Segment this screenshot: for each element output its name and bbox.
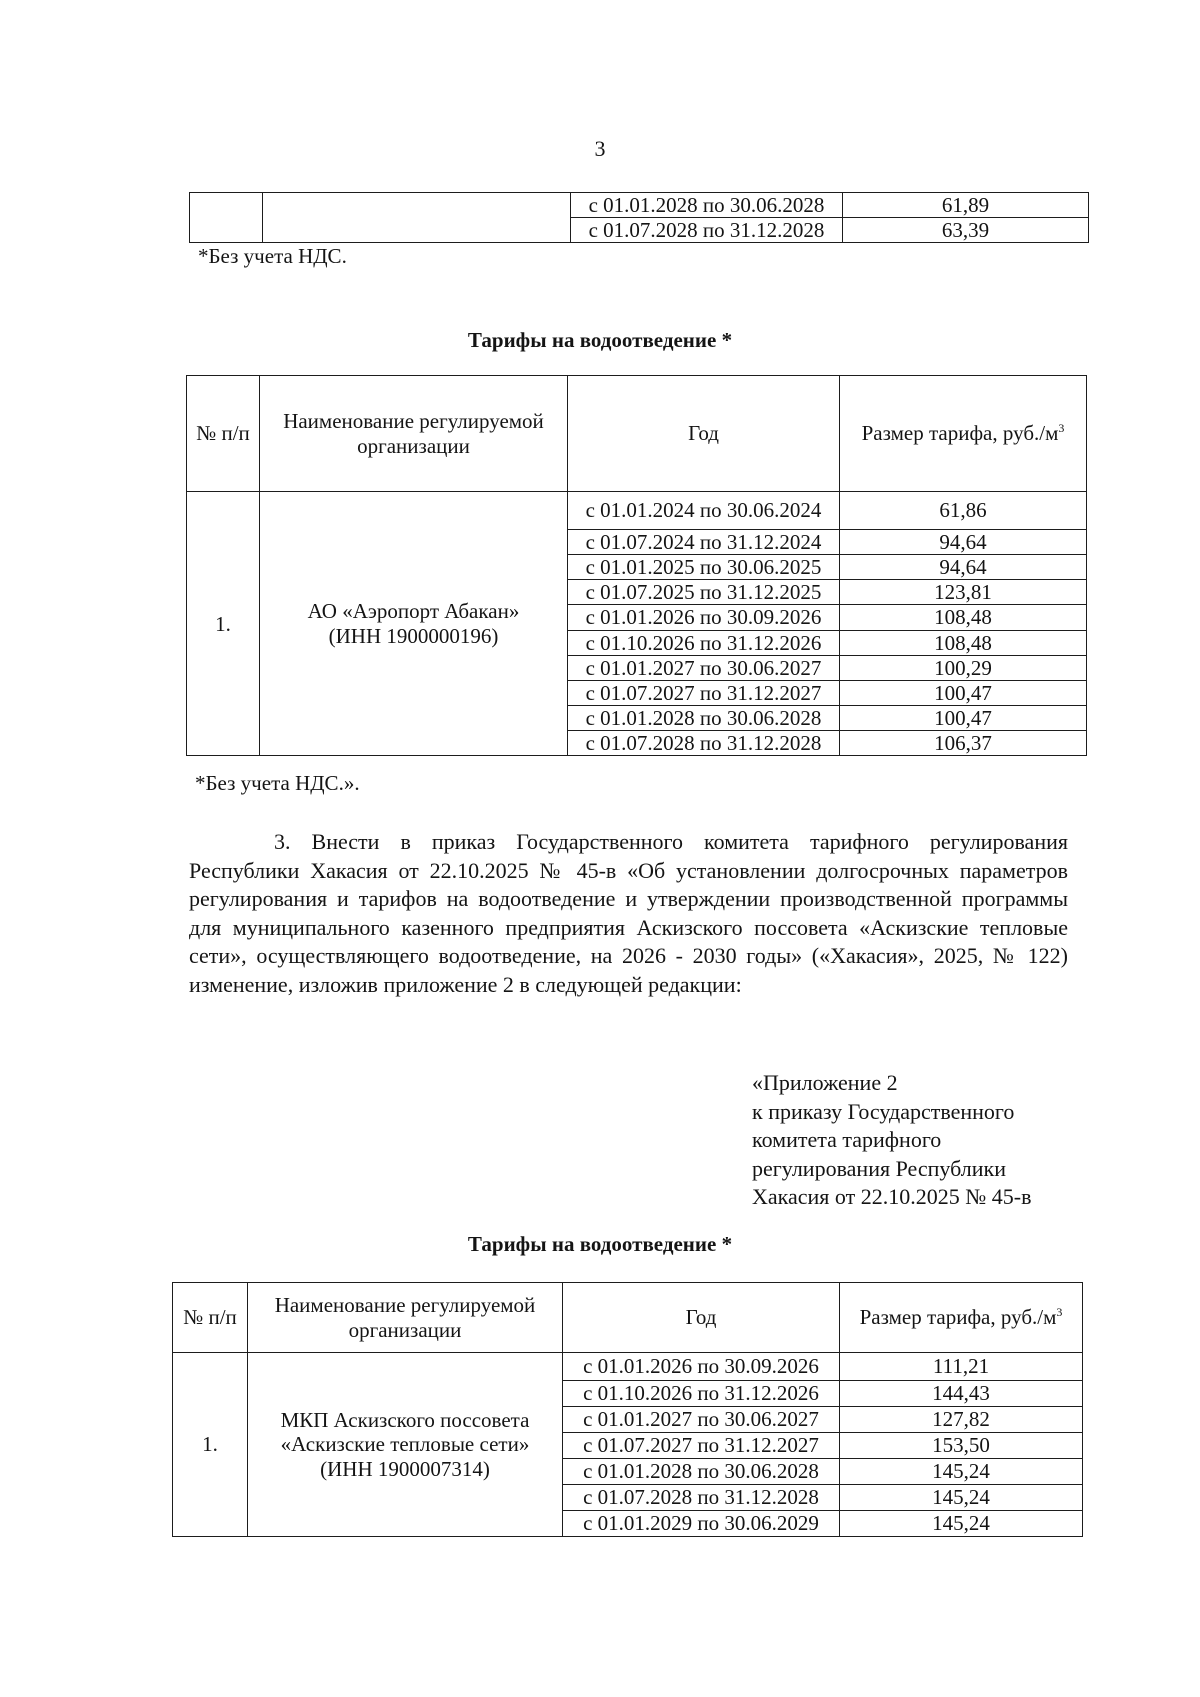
header-year: Год (563, 1283, 840, 1353)
tariff-value-cell: 145,24 (840, 1485, 1083, 1511)
tariff-value-cell: 145,24 (840, 1459, 1083, 1485)
appendix-line-5: Хакасия от 22.10.2025 № 45-в (752, 1184, 1032, 1209)
header-organization: Наименование регулируемой организации (260, 376, 568, 492)
header-tariff-exponent: 3 (1056, 1305, 1063, 1320)
table-row (190, 193, 1089, 218)
tariff-value-cell: 127,82 (840, 1407, 1083, 1433)
section-heading-2: Тарифы на водоотведение * (467, 1232, 733, 1256)
row-number: 1. (173, 1353, 248, 1537)
tariff-value-cell: 94,64 (840, 555, 1087, 580)
period-cell: с 01.07.2025 по 31.12.2025 (568, 580, 840, 605)
section-heading-1: Тарифы на водоотведение * (467, 328, 733, 352)
tariff-value-cell: 153,50 (840, 1433, 1083, 1459)
tariff-value-cell: 100,29 (840, 655, 1087, 680)
period-cell: с 01.01.2028 по 30.06.2028 (571, 193, 843, 218)
period-cell: с 01.01.2026 по 30.09.2026 (568, 605, 840, 630)
tariff-value-cell: 100,47 (840, 705, 1087, 730)
period-cell: с 01.01.2028 по 30.06.2028 (568, 705, 840, 730)
appendix-line-1: «Приложение 2 (752, 1070, 898, 1095)
tariff-value-cell: 100,47 (840, 680, 1087, 705)
period-cell: с 01.07.2028 по 31.12.2028 (568, 731, 840, 756)
table-row (173, 1353, 1083, 1381)
header-tariff-label: Размер тарифа, руб./м (861, 421, 1059, 446)
period-cell: с 01.01.2029 по 30.06.2029 (563, 1511, 840, 1537)
tariff-value-cell: 94,64 (840, 530, 1087, 555)
period-cell: с 01.01.2027 по 30.06.2027 (563, 1407, 840, 1433)
tariff-value-cell: 61,89 (843, 193, 1089, 218)
period-cell: с 01.07.2027 по 31.12.2027 (568, 680, 840, 705)
amendment-paragraph-3: 3. Внести в приказ Государственного комитета тарифного регулирования Республики Хакасия от 22.10.2025 № 45-в «Об установлении долгосрочных параметров регулирования и тарифов на водоотведение и утверждении производственной программы для муниципального казенного предприятия Аскизского поссовета «Аскизские тепловые сети», осуществляющего водоотведение, на 2026 - 2030 годы» («Хакасия», 2025, № 122) изменение, изложив приложение 2 в следующей редакции: (189, 829, 1068, 997)
period-cell: с 01.01.2025 по 30.06.2025 (568, 555, 840, 580)
period-cell: с 01.01.2027 по 30.06.2027 (568, 655, 840, 680)
organization-name (263, 193, 571, 243)
header-tariff (840, 376, 1087, 492)
period-cell: с 01.07.2028 по 31.12.2028 (571, 218, 843, 243)
table-row (187, 492, 1087, 530)
row-number: 1. (187, 492, 260, 756)
appendix-caption (752, 1069, 1092, 1212)
tariff-value-cell: 108,48 (840, 605, 1087, 630)
period-cell: с 01.10.2026 по 31.12.2026 (568, 630, 840, 655)
tariff-value-cell: 63,39 (843, 218, 1089, 243)
page-number: 3 (594, 136, 606, 161)
header-tariff (840, 1283, 1083, 1353)
header-number: № п/п (173, 1283, 248, 1353)
period-cell: с 01.07.2024 по 31.12.2024 (568, 530, 840, 555)
tariff-value-cell: 145,24 (840, 1511, 1083, 1537)
row-number (190, 193, 263, 243)
vat-note-2: *Без учета НДС.». (195, 771, 360, 795)
appendix-line-3: комитета тарифного (752, 1127, 942, 1152)
organization-name: МКП Аскизского поссовета «Аскизские тепловые сети» (ИНН 1900007314) (248, 1353, 563, 1537)
organization-name: АО «Аэропорт Абакан» (ИНН 1900000196) (260, 492, 568, 756)
tariff-value-cell: 123,81 (840, 580, 1087, 605)
appendix-line-4: регулирования Республики (752, 1155, 1006, 1181)
continued-tariff-table (189, 192, 1089, 243)
vat-note-1: *Без учета НДС. (198, 244, 347, 268)
header-organization: Наименование регулируемой организации (248, 1283, 563, 1353)
appendix-line-2: к приказу Государственного (752, 1098, 1015, 1124)
header-tariff-label: Размер тарифа, руб./м (859, 1305, 1057, 1330)
period-cell: с 01.01.2028 по 30.06.2028 (563, 1459, 840, 1485)
tariff-value-cell: 106,37 (840, 731, 1087, 756)
period-cell: с 01.10.2026 по 31.12.2026 (563, 1381, 840, 1407)
header-number: № п/п (187, 376, 260, 492)
sewerage-tariff-table-airport (186, 375, 1087, 756)
period-cell: с 01.01.2024 по 30.06.2024 (568, 492, 840, 530)
header-tariff-exponent: 3 (1058, 421, 1065, 436)
sewerage-tariff-table-askiz (172, 1282, 1083, 1537)
header-year: Год (568, 376, 840, 492)
tariff-value-cell: 144,43 (840, 1381, 1083, 1407)
tariff-value-cell: 108,48 (840, 630, 1087, 655)
period-cell: с 01.01.2026 по 30.09.2026 (563, 1353, 840, 1381)
period-cell: с 01.07.2028 по 31.12.2028 (563, 1485, 840, 1511)
tariff-value-cell: 111,21 (840, 1353, 1083, 1381)
period-cell: с 01.07.2027 по 31.12.2027 (563, 1433, 840, 1459)
tariff-value-cell: 61,86 (840, 492, 1087, 530)
